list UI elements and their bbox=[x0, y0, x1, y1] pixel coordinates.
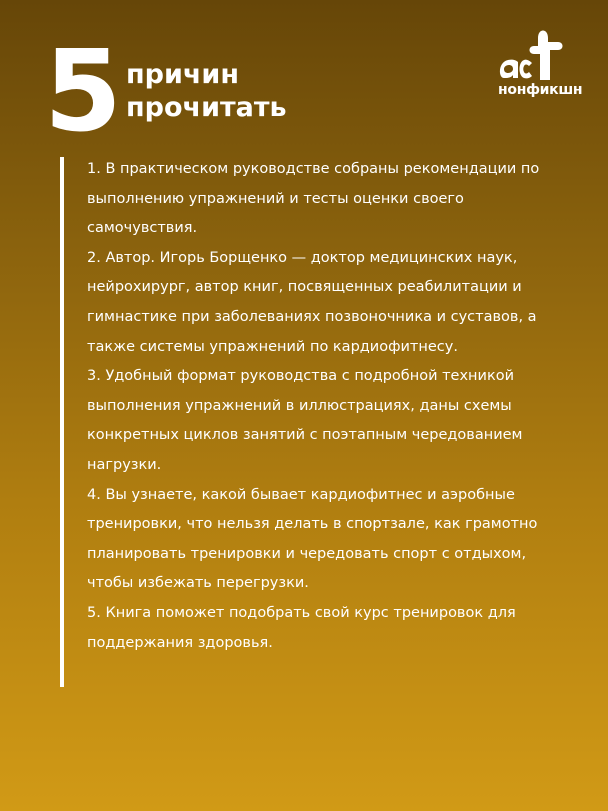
reason-item-5: 5. Книга поможет подобрать свой курс тренировок для поддержания здоровья. bbox=[87, 604, 516, 651]
title-line-2: прочитать bbox=[126, 92, 287, 123]
vertical-divider bbox=[60, 157, 64, 687]
reason-item-1: 1. В практическом руководстве собраны рекомендации по выполнению упражнений и тесты оценки своего самочувствия. bbox=[87, 161, 540, 237]
reason-item-4: 4. Вы узнаете, какой бывает кардиофитнес и аэробные тренировки, что нельзя делать в спортзале, как грамотно планировать тренировки и чередовать спорт с отдыхом, чтобы избежать перегрузки. bbox=[87, 486, 538, 592]
big-number-five: 5 bbox=[44, 27, 120, 157]
reason-item-3: 3. Удобный формат руководства с подробной техникой выполнения упражнений в иллюстрациях, даны схемы конкретных циклов занятий с поэтапным чередованием нагрузки. bbox=[87, 368, 523, 473]
reasons-list bbox=[87, 155, 557, 658]
ast-nonfiction-logo bbox=[498, 24, 588, 104]
logo-subtitle: нонфикшн bbox=[498, 82, 583, 98]
reason-item-2: 2. Автор. Игорь Борщенко — доктор медицинских наук, нейрохирург, автор книг, посвященных реабилитации и гимнастике при заболеваниях позвоночника и суставов, а также системы упражнений по кардиофитнесу. bbox=[87, 249, 537, 355]
title-line-1: причин bbox=[126, 59, 240, 90]
logo-mark-icon bbox=[498, 24, 588, 84]
page-title bbox=[126, 58, 287, 124]
